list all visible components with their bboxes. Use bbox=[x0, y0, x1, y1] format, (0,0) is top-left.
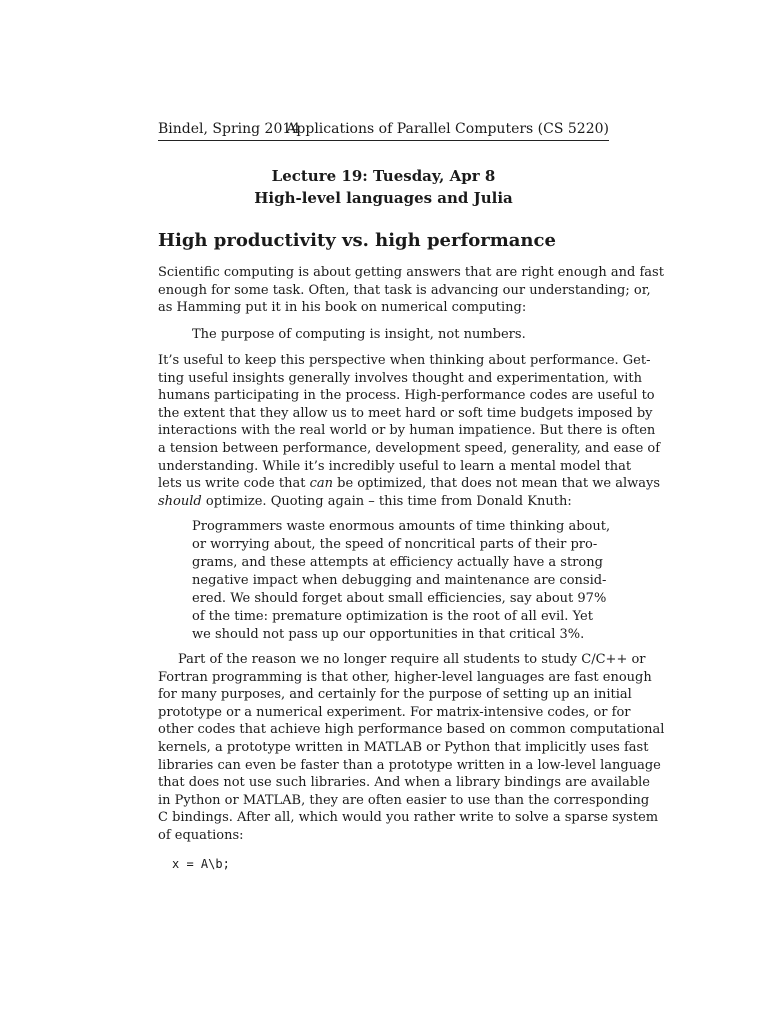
quote-line: we should not pass up our opportunities in that critical 3%. bbox=[192, 627, 585, 642]
paragraph-line: for many purposes, and certainly for the purpose of setting up an initial bbox=[158, 687, 632, 703]
paragraph-line: Scientific computing is about getting answers that are right enough and fast bbox=[158, 265, 664, 280]
quote-line: ered. We should forget about small efficiencies, say about 97% bbox=[192, 591, 607, 606]
paragraph-line: Part of the reason we no longer require all students to study C/C++ or bbox=[178, 652, 646, 667]
paragraph-line bbox=[158, 475, 661, 493]
paragraph-2 bbox=[158, 352, 661, 510]
paragraph-line: interactions with the real world or by human impatience. But there is often bbox=[158, 423, 656, 439]
paragraph-line: as Hamming put it in his book on numerical computing: bbox=[158, 300, 527, 316]
paragraph-line: the extent that they allow us to meet hard or soft time budgets imposed by bbox=[158, 405, 653, 421]
quote-line: or worrying about, the speed of noncritical parts of their pro- bbox=[192, 537, 598, 552]
lecture-title-block bbox=[158, 165, 609, 209]
paragraph-line: in Python or MATLAB, they are often easier to use than the corresponding bbox=[158, 792, 650, 808]
paragraph-line: Fortran programming is that other, higher-level languages are fast enough bbox=[158, 669, 652, 685]
quote-line: of the time: premature optimization is the root of all evil. Yet bbox=[192, 609, 593, 624]
hamming-quote: The purpose of computing is insight, not numbers. bbox=[192, 327, 526, 342]
paragraph-line: libraries can even be faster than a prototype written in a low-level language bbox=[158, 757, 661, 773]
header-author-term: Bindel, Spring 2014 bbox=[158, 121, 301, 137]
code-snippet: x = A\b; bbox=[172, 857, 230, 871]
paragraph-line: understanding. While it’s incredibly useful to learn a mental model that bbox=[158, 458, 632, 474]
paragraph-line: of equations: bbox=[158, 827, 244, 843]
line-text: be optimized, that does not mean that we always bbox=[332, 476, 661, 492]
paragraph-line: ting useful insights generally involves thought and experimentation, with bbox=[158, 370, 642, 386]
quote-line: grams, and these attempts at efficiency actually have a strong bbox=[192, 555, 603, 570]
paragraph-line: It’s useful to keep this perspective when thinking about performance. Get- bbox=[158, 353, 651, 368]
quote-line: negative impact when debugging and maintenance are consid- bbox=[192, 573, 607, 588]
paragraph-1 bbox=[158, 264, 664, 317]
knuth-blockquote bbox=[192, 518, 611, 644]
paragraph-line: C bindings. After all, which would you rather write to solve a sparse system bbox=[158, 810, 659, 826]
emphasis-can: can bbox=[309, 476, 333, 492]
paragraph-line bbox=[158, 493, 609, 511]
lecture-title: Lecture 19: Tuesday, Apr 8 bbox=[271, 167, 496, 185]
paragraph-line: enough for some task. Often, that task is advancing our understanding; or, bbox=[158, 282, 651, 298]
emphasis-should: should bbox=[158, 493, 202, 509]
paragraph-line: other codes that achieve high performance based on common computational bbox=[158, 722, 665, 738]
paragraph-3 bbox=[158, 651, 665, 845]
lecture-subtitle: High-level languages and Julia bbox=[254, 189, 513, 207]
paragraph-line: kernels, a prototype written in MATLAB or Python that implicitly uses fast bbox=[158, 739, 649, 755]
paragraph-line: a tension between performance, development speed, generality, and ease of bbox=[158, 440, 661, 456]
line-text: optimize. Quoting again – this time from Donald Knuth: bbox=[201, 493, 572, 509]
paragraph-line: humans participating in the process. High-performance codes are useful to bbox=[158, 388, 655, 404]
paragraph-line: prototype or a numerical experiment. For matrix-intensive codes, or for bbox=[158, 704, 631, 720]
paragraph-line: that does not use such libraries. And when a library bindings are available bbox=[158, 775, 651, 791]
line-text: lets us write code that bbox=[158, 476, 310, 492]
section-heading: High productivity vs. high performance bbox=[158, 230, 556, 251]
running-header bbox=[158, 120, 609, 141]
quote-line: Programmers waste enormous amounts of time thinking about, bbox=[192, 519, 611, 534]
header-course-title: Applications of Parallel Computers (CS 5220) bbox=[286, 121, 609, 137]
